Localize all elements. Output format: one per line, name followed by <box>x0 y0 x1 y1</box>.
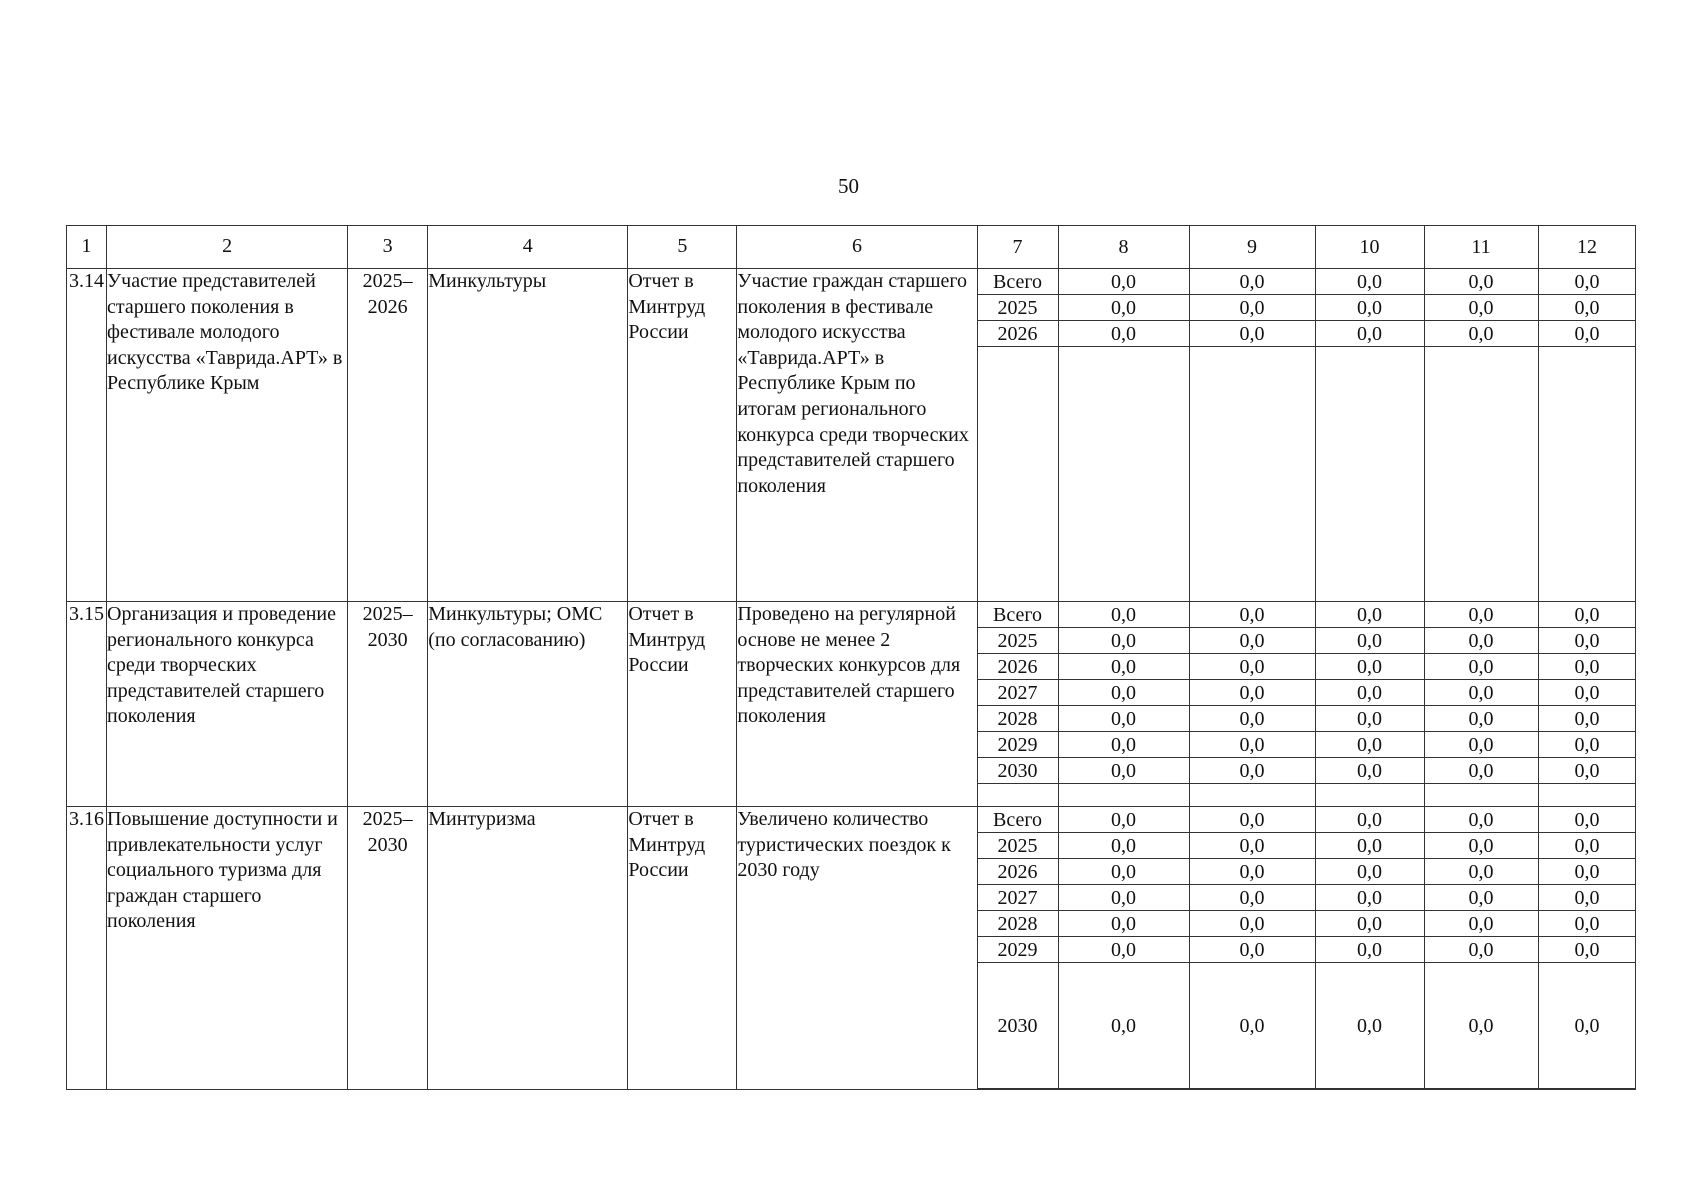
funding-filler <box>1538 347 1636 601</box>
funding-value: 0,0 <box>1538 295 1636 321</box>
funding-value: 0,0 <box>1189 885 1315 911</box>
funding-year: 2027 <box>978 680 1058 706</box>
table-row <box>67 807 1636 1090</box>
funding-year: 2028 <box>978 706 1058 732</box>
activity-result: Проведено на регулярной основе не менее 2 творческих конкурсов для представителей старшего поколения <box>737 602 977 807</box>
header-cell-7-12 <box>977 226 1635 269</box>
funding-year: 2025 <box>978 833 1058 859</box>
funding-value: 0,0 <box>1189 758 1315 784</box>
table-row <box>67 269 1636 602</box>
funding-value: 0,0 <box>1538 321 1636 347</box>
funding-value: 0,0 <box>1538 807 1636 833</box>
activity-name: Организация и проведение регионального конкурса среди творческих представителей старшего поколения <box>107 602 348 807</box>
header-cell-9: 9 <box>1189 226 1315 268</box>
funding-value: 0,0 <box>1058 885 1189 911</box>
funding-value: 0,0 <box>1189 269 1315 295</box>
funding-year: 2026 <box>978 859 1058 885</box>
funding-value: 0,0 <box>1189 602 1315 628</box>
table-row <box>67 602 1636 807</box>
funding-value: 0,0 <box>1058 602 1189 628</box>
funding-year: 2025 <box>978 295 1058 321</box>
funding-filler <box>1315 347 1424 601</box>
activity-table <box>66 225 1636 1090</box>
activity-result: Увеличено количество туристических поездок к 2030 году <box>737 807 977 1090</box>
funding-value: 0,0 <box>1538 859 1636 885</box>
activity-dates: 2025–2030 <box>348 602 428 807</box>
activity-result: Участие граждан старшего поколения в фестивале молодого искусства «Таврида.АРТ» в Республике Крым по итогам регионального конкурса среди творческих представителей старшего поколения <box>737 269 977 602</box>
header-cell-11: 11 <box>1424 226 1538 268</box>
funding-value: 0,0 <box>1538 628 1636 654</box>
funding-value: 0,0 <box>1189 859 1315 885</box>
funding-value: 0,0 <box>1058 628 1189 654</box>
activity-dates: 2025–2030 <box>348 807 428 1090</box>
funding-value: 0,0 <box>1189 833 1315 859</box>
funding-value: 0,0 <box>1424 706 1538 732</box>
funding-value: 0,0 <box>1538 706 1636 732</box>
header-row <box>67 226 1636 269</box>
funding-value: 0,0 <box>1189 654 1315 680</box>
funding-value: 0,0 <box>1424 963 1538 1089</box>
funding-year: 2027 <box>978 885 1058 911</box>
funding-value: 0,0 <box>1058 321 1189 347</box>
funding-value: 0,0 <box>1315 269 1424 295</box>
funding-value: 0,0 <box>1315 885 1424 911</box>
funding-value: 0,0 <box>1424 885 1538 911</box>
activity-report: Отчет в Минтруд России <box>628 269 737 602</box>
funding-value: 0,0 <box>1189 628 1315 654</box>
funding-filler <box>978 784 1058 806</box>
header-cell-3: 3 <box>348 226 428 269</box>
activity-executor: Минкультуры <box>428 269 628 602</box>
funding-value: 0,0 <box>1058 706 1189 732</box>
funding-value: 0,0 <box>1058 807 1189 833</box>
activity-report: Отчет в Минтруд России <box>628 602 737 807</box>
activity-executor: Минтуризма <box>428 807 628 1090</box>
funding-value: 0,0 <box>1189 963 1315 1089</box>
funding-year: Всего <box>978 269 1058 295</box>
funding-value: 0,0 <box>1424 833 1538 859</box>
funding-value: 0,0 <box>1315 911 1424 937</box>
row-number: 3.15 <box>67 602 107 807</box>
funding-value: 0,0 <box>1189 911 1315 937</box>
funding-value: 0,0 <box>1058 295 1189 321</box>
funding-grid <box>978 602 1635 806</box>
funding-value: 0,0 <box>1424 807 1538 833</box>
funding-filler <box>1189 347 1315 601</box>
funding-grid <box>978 269 1635 601</box>
header-cell-12: 12 <box>1538 226 1636 268</box>
funding-value: 0,0 <box>1189 732 1315 758</box>
funding-year: 2029 <box>978 937 1058 963</box>
funding-value: 0,0 <box>1538 654 1636 680</box>
funding-value: 0,0 <box>1424 680 1538 706</box>
funding-year: Всего <box>978 807 1058 833</box>
funding-value: 0,0 <box>1538 937 1636 963</box>
funding-value: 0,0 <box>1315 758 1424 784</box>
funding-value: 0,0 <box>1424 911 1538 937</box>
funding-year: 2030 <box>978 758 1058 784</box>
funding-value: 0,0 <box>1538 833 1636 859</box>
funding-value: 0,0 <box>1189 937 1315 963</box>
funding-value: 0,0 <box>1058 732 1189 758</box>
funding-value: 0,0 <box>1424 269 1538 295</box>
funding-value: 0,0 <box>1538 602 1636 628</box>
funding-value: 0,0 <box>1058 833 1189 859</box>
funding-value: 0,0 <box>1424 628 1538 654</box>
header-cell-8: 8 <box>1058 226 1189 268</box>
funding-year: 2026 <box>978 654 1058 680</box>
funding-value: 0,0 <box>1189 321 1315 347</box>
funding-value: 0,0 <box>1315 963 1424 1089</box>
funding-year: 2028 <box>978 911 1058 937</box>
activity-dates: 2025–2026 <box>348 269 428 602</box>
funding-value: 0,0 <box>1315 833 1424 859</box>
row-number: 3.16 <box>67 807 107 1090</box>
funding-value: 0,0 <box>1058 269 1189 295</box>
funding-value: 0,0 <box>1538 758 1636 784</box>
funding-cell <box>977 269 1635 602</box>
funding-value: 0,0 <box>1058 680 1189 706</box>
funding-value: 0,0 <box>1315 807 1424 833</box>
header-cell-7: 7 <box>1012 236 1023 258</box>
funding-value: 0,0 <box>1538 963 1636 1089</box>
funding-value: 0,0 <box>1424 654 1538 680</box>
funding-value: 0,0 <box>1538 911 1636 937</box>
funding-value: 0,0 <box>1538 885 1636 911</box>
funding-year: Всего <box>978 602 1058 628</box>
funding-value: 0,0 <box>1424 321 1538 347</box>
activity-name: Повышение доступности и привлекательности услуг социального туризма для граждан старшего поколения <box>107 807 348 1090</box>
funding-filler <box>1538 784 1636 806</box>
funding-filler <box>1058 784 1189 806</box>
page-number: 50 <box>838 174 859 198</box>
funding-value: 0,0 <box>1538 732 1636 758</box>
funding-year: 2029 <box>978 732 1058 758</box>
funding-value: 0,0 <box>1058 911 1189 937</box>
funding-value: 0,0 <box>1424 295 1538 321</box>
activity-name: Участие представителей старшего поколения в фестивале молодого искусства «Таврида.АРТ» в Республике Крым <box>107 269 348 602</box>
funding-value: 0,0 <box>1424 937 1538 963</box>
funding-filler <box>1058 347 1189 601</box>
row-number: 3.14 <box>67 269 107 602</box>
funding-cell <box>977 807 1635 1090</box>
funding-value: 0,0 <box>1058 859 1189 885</box>
funding-value: 0,0 <box>1538 269 1636 295</box>
funding-year: 2025 <box>978 628 1058 654</box>
funding-value: 0,0 <box>1424 602 1538 628</box>
header-cell-2: 2 <box>107 226 348 269</box>
funding-filler <box>978 347 1058 601</box>
funding-value: 0,0 <box>1315 859 1424 885</box>
funding-value: 0,0 <box>1058 758 1189 784</box>
funding-value: 0,0 <box>1189 807 1315 833</box>
header-cell-6: 6 <box>737 226 977 269</box>
funding-value: 0,0 <box>1315 654 1424 680</box>
funding-value: 0,0 <box>1315 321 1424 347</box>
funding-value: 0,0 <box>1058 654 1189 680</box>
funding-year: 2030 <box>978 963 1058 1089</box>
funding-value: 0,0 <box>1189 295 1315 321</box>
funding-value: 0,0 <box>1315 680 1424 706</box>
funding-value: 0,0 <box>1315 295 1424 321</box>
funding-value: 0,0 <box>1189 680 1315 706</box>
funding-value: 0,0 <box>1315 706 1424 732</box>
header-cell-1: 1 <box>67 226 107 269</box>
funding-filler <box>1189 784 1315 806</box>
funding-filler <box>1424 784 1538 806</box>
funding-value: 0,0 <box>1315 602 1424 628</box>
funding-value: 0,0 <box>1424 758 1538 784</box>
activity-report: Отчет в Минтруд России <box>628 807 737 1090</box>
funding-grid <box>978 807 1635 1089</box>
funding-filler <box>1424 347 1538 601</box>
header-cell-5: 5 <box>628 226 737 269</box>
funding-value: 0,0 <box>1538 680 1636 706</box>
header-cell-4: 4 <box>428 226 628 269</box>
funding-value: 0,0 <box>1058 937 1189 963</box>
funding-year: 2026 <box>978 321 1058 347</box>
funding-value: 0,0 <box>1315 628 1424 654</box>
funding-value: 0,0 <box>1058 963 1189 1089</box>
funding-value: 0,0 <box>1424 859 1538 885</box>
funding-filler <box>1315 784 1424 806</box>
funding-value: 0,0 <box>1424 732 1538 758</box>
activity-executor: Минкультуры; ОМС (по согласованию) <box>428 602 628 807</box>
funding-value: 0,0 <box>1315 937 1424 963</box>
header-cell-10: 10 <box>1315 226 1424 268</box>
funding-value: 0,0 <box>1315 732 1424 758</box>
funding-cell <box>977 602 1635 807</box>
funding-value: 0,0 <box>1189 706 1315 732</box>
